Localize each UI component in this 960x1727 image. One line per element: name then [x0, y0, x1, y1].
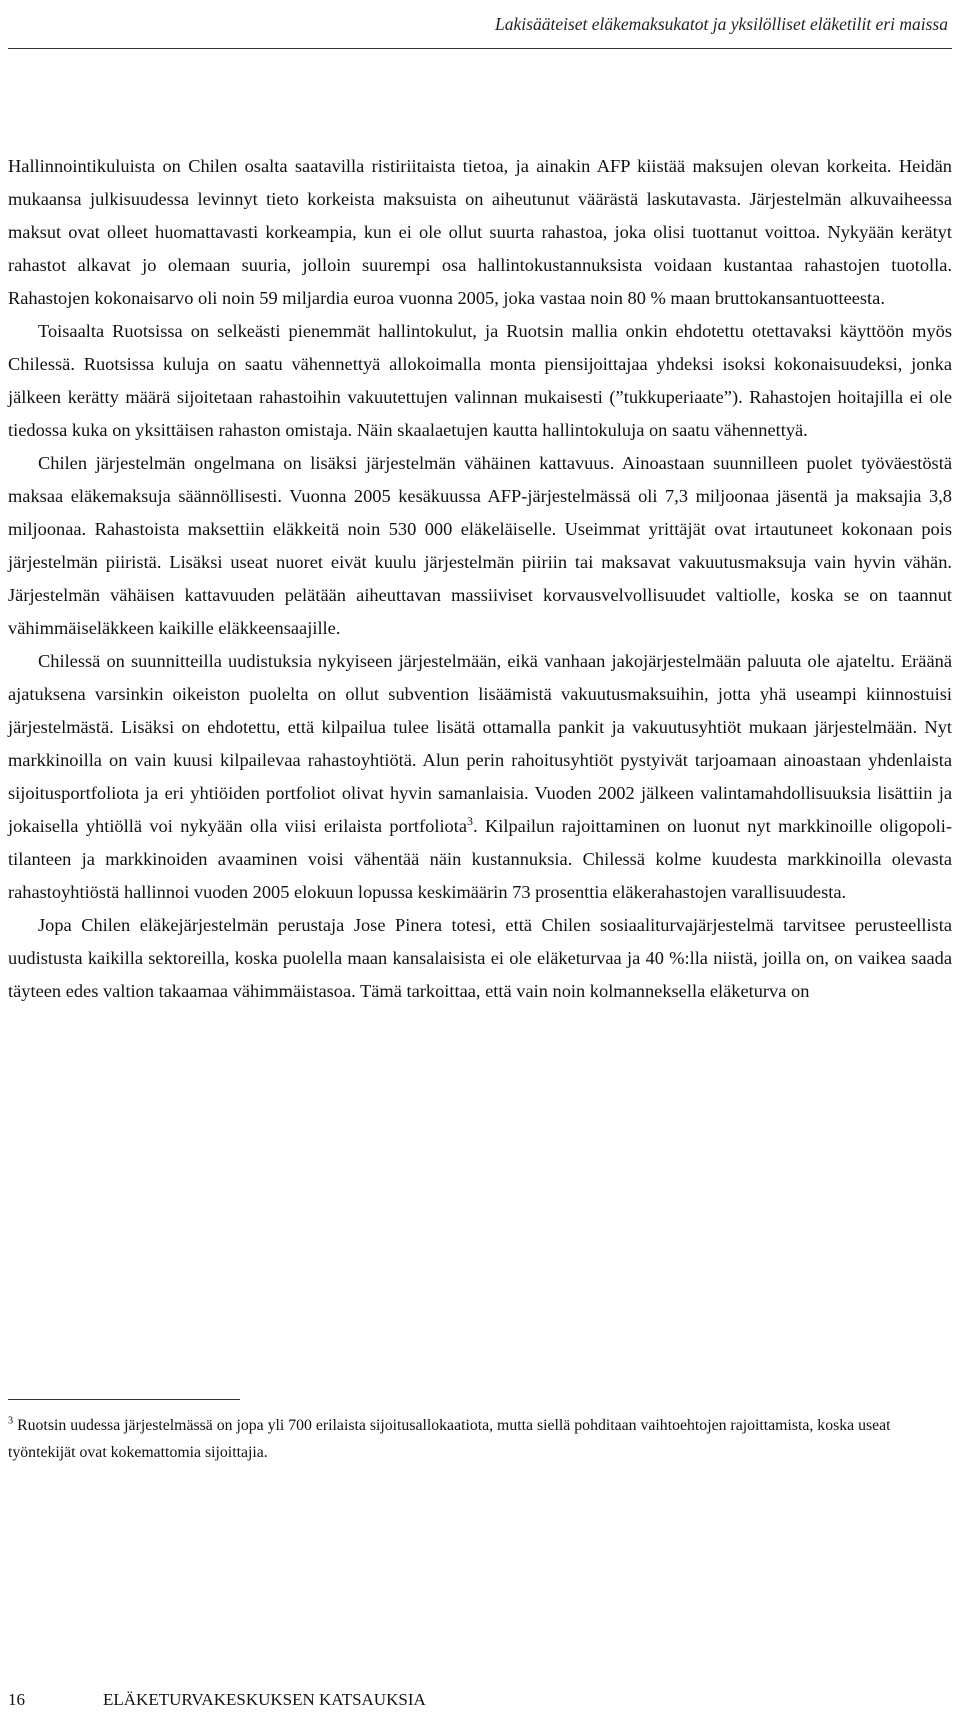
paragraph-5: Jopa Chilen eläkejärjestelmän perustaja Jose Pinera totesi, että Chilen sosiaaliturvajärjestelmä tarvitsee perusteellista uudistusta kaikilla sektoreilla, koska puolella maan kansalaisista ei ole eläketurvaa ja 40 %:lla niistä, joilla on, on vaikea saada täyteen edes valtion takaamaa vähimmäistasoa. Tämä tarkoittaa, että vain noin kolmanneksella eläketurva on: [8, 915, 952, 1001]
paragraph-4-text-after-ref: . Kilpailun rajoittaminen on luonut nyt markkinoille oligopoli-tilanteen ja markkinoiden avaaminen voisi vähentää näin kustannuksia. Chilessä kolme kuudesta markkinoilla olevasta rahastoyhtiöstä hallinnoi vuoden 2005 elokuun lopussa keskimäärin 73 prosenttia eläkerahastojen varallisuudesta.: [8, 816, 952, 902]
paragraph-4: [8, 645, 952, 909]
main-text: [8, 150, 952, 1008]
footnote-text: Ruotsin uudessa järjestelmässä on jopa yli 700 erilaista sijoitusallokaatiota, mutta siellä pohditaan vaihtoehtojen rajoittamista, koska useat työntekijät ovat kokemattomia sijoittajia.: [8, 1417, 891, 1461]
page-footer: [8, 1690, 426, 1710]
footnote-number: 3: [8, 1415, 14, 1427]
header-rule: [8, 48, 952, 49]
footnote-rule: [8, 1399, 240, 1400]
paragraph-3: Chilen järjestelmän ongelmana on lisäksi järjestelmän vähäinen kattavuus. Ainoastaan suunnilleen puolet työväestöstä maksaa eläkemaksuja säännöllisesti. Vuonna 2005 kesäkuussa AFP-järjestelmässä oli 7,3 miljoonaa jäsentä ja maksajia 3,8 miljoonaa. Rahastoista maksettiin eläkkeitä noin 530 000 eläkeläiselle. Useimmat yrittäjät ovat irtautuneet kokonaan pois järjestelmän piiristä. Lisäksi useat nuoret eivät kuulu järjestelmän piiriin tai maksavat vakuutusmaksuja vain hyvin vähän. Järjestelmän vähäisen kattavuuden pelätään aiheuttavan massiiviset korvausvelvollisuudet valtiolle, koska se on taannut vähimmäiseläkkeen kaikille eläkkeensaajille.: [8, 453, 952, 638]
paragraph-2: Toisaalta Ruotsissa on selkeästi pienemmät hallintokulut, ja Ruotsin mallia onkin ehdotettu otettavaksi käyttöön myös Chilessä. Ruotsissa kuluja on saatu vähennettyä allokoimalla monta piensijoittajaa yhdeksi isoksi kokonaisuudeksi, jonka jälkeen kerätty määrä sijoitetaan rahastoihin vakuutettujen valinnan mukaisesti (”tukkuperiaate”). Rahastojen hoitajilla ei ole tiedossa kuka on yksittäisen rahaston omistaja. Näin skaalaetujen kautta hallintokuluja on saatu vähennettyä.: [8, 321, 952, 440]
paragraph-1: Hallinnointikuluista on Chilen osalta saatavilla ristiriitaista tietoa, ja ainakin AFP kiistää maksujen olevan korkeita. Heidän mukaansa julkisuudessa levinnyt tieto korkeista maksuista on aiheutunut väärästä laskutavasta. Järjestelmän alkuvaiheessa maksut ovat olleet huomattavasti korkeampia, kun ei ole ollut suurta rahastoa, joka olisi tuottanut voittoa. Nykyään kerätyt rahastot alkavat jo olemaan suuria, jolloin suurempi osa hallintokustannuksista voidaan kustantaa rahastojen tuotolla. Rahastojen kokonaisarvo oli noin 59 miljardia euroa vuonna 2005, joka vastaa noin 80 % maan bruttokansantuotteesta.: [8, 156, 952, 308]
running-header: Lakisääteiset eläkemaksukatot ja yksilölliset eläketilit eri maissa: [495, 14, 948, 34]
footnote: [8, 1412, 952, 1466]
series-title: ELÄKETURVAKESKUKSEN KATSAUKSIA: [103, 1690, 426, 1709]
paragraph-4-text-before-ref: Chilessä on suunnitteilla uudistuksia nykyiseen järjestelmään, eikä vanhaan jakojärjestelmään paluuta ole ajateltu. Eräänä ajatuksena varsinkin oikeiston puolelta on ollut subvention lisäämistä vakuutusmaksuihin, jotta yhä useampi kiinnostuisi järjestelmästä. Lisäksi on ehdotettu, että kilpailua tulee lisätä ottamalla pankit ja vakuutusyhtiöt mukaan järjestelmään. Nyt markkinoilla on vain kuusi kilpailevaa rahastoyhtiötä. Alun perin rahoitusyhtiöt pystyivät tarjoamaan ainoastaan yhdenlaista sijoitusportfoliota ja eri yhtiöiden portfoliot olivat hyvin samanlaisia. Vuoden 2002 jälkeen valintamahdollisuuksia lisättiin ja jokaisella yhtiöllä voi nykyään olla viisi erilaista portfoliota: [8, 651, 952, 836]
footnote-reference-3[interactable]: 3: [467, 813, 474, 828]
page-number: 16: [8, 1690, 25, 1709]
